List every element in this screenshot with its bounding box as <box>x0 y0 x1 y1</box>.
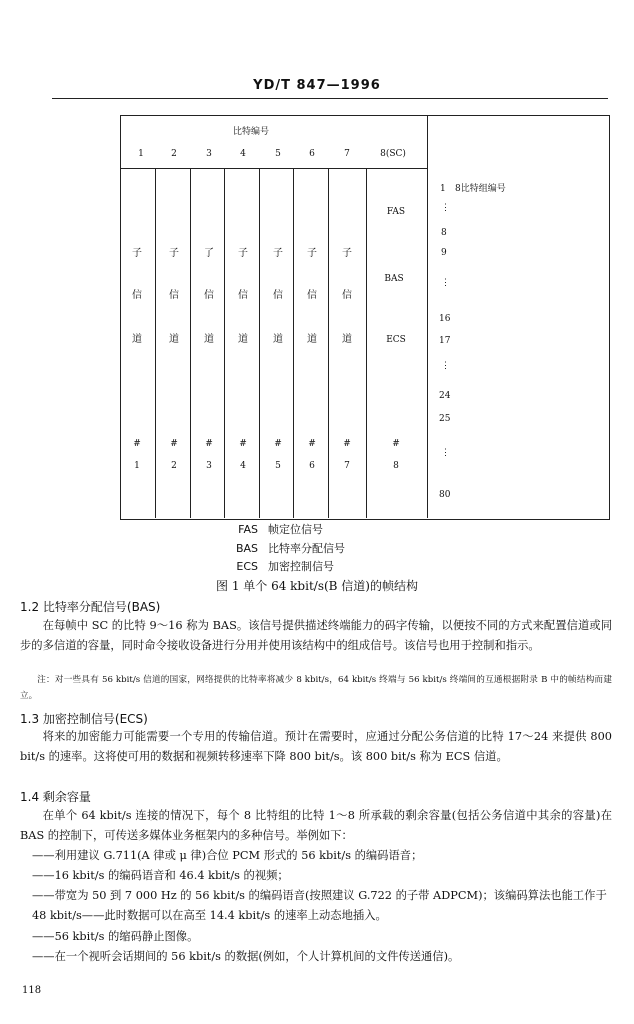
subchannel-char: 子 <box>342 248 352 259</box>
subchannel-char: 子 <box>307 248 317 259</box>
subchannel-char: 信 <box>273 290 283 301</box>
subchannel-char: 了 <box>204 248 214 259</box>
section-title: 1.4 剩余容量 <box>20 790 91 804</box>
octet-number: 24 <box>439 391 451 401</box>
subchannel-hash: # <box>170 439 178 449</box>
subchannel-number: 2 <box>171 461 177 471</box>
subchannel-hash: # <box>392 439 400 449</box>
subchannel-hash: # <box>274 439 282 449</box>
ecs-label: ECS <box>386 335 406 345</box>
bit-number: 1 <box>138 149 144 159</box>
column-divider <box>366 168 367 518</box>
subchannel-char: 道 <box>169 334 179 345</box>
legend-desc: 比特率分配信号 <box>268 542 345 555</box>
legend-desc: 帧定位信号 <box>268 523 323 536</box>
section-title: 1.2 比特率分配信号(BAS) <box>20 600 161 614</box>
legend-abbr: ECS <box>236 560 258 573</box>
column-divider <box>155 168 156 518</box>
frame-structure-diagram <box>120 115 610 520</box>
list-item: ——16 kbit/s 的编码语音和 46.4 kbit/s 的视频； <box>32 869 289 882</box>
octet-number: 8 <box>441 228 447 238</box>
octet-number: 16 <box>439 314 451 324</box>
column-divider <box>328 168 329 518</box>
subchannel-char: 道 <box>132 334 142 345</box>
subchannel-hash: # <box>205 439 213 449</box>
bit-number: 7 <box>344 149 350 159</box>
subchannel-char: 道 <box>238 334 248 345</box>
subchannel-number: 7 <box>344 461 350 471</box>
subchannel-char: 信 <box>307 290 317 301</box>
subchannel-number: 5 <box>275 461 281 471</box>
list-item: ——在一个视听会话期间的 56 kbit/s 的数据(例如，个人计算机间的文件传送通信)。 <box>32 950 460 963</box>
legend-ecs <box>222 558 334 574</box>
octet-number: 1 <box>440 184 446 194</box>
subchannel-char: 道 <box>204 334 214 345</box>
bas-label: BAS <box>384 274 404 284</box>
bit-number: 2 <box>171 149 177 159</box>
subchannel-char: 信 <box>169 290 179 301</box>
document-header: YD/T 847—1996 <box>253 78 381 93</box>
ellipsis: ⋮ <box>441 448 450 458</box>
subchannel-number: 1 <box>134 461 140 471</box>
bit-number: 8(SC) <box>380 149 406 159</box>
subchannel-char: 子 <box>273 248 283 259</box>
subchannel-char: 信 <box>342 290 352 301</box>
figure-caption: 图 1 单个 64 kbit/s(B 信道)的帧结构 <box>216 579 418 593</box>
subchannel-char: 信 <box>132 290 142 301</box>
octet-number: 25 <box>439 414 451 424</box>
section-body: 将来的加密能力可能需要一个专用的传输信道。预计在需要时，应通过分配公务信道的比特 17～24 来提供 800 bit/s 的速率。这将使可用的数据和视频转移速率下降 800 bit/s。该 800 bit/s 称为 ECS 信道。 <box>20 730 612 763</box>
subchannel-char: 子 <box>169 248 179 259</box>
page-number: 118 <box>22 985 42 996</box>
note: 注：对一些具有 56 kbit/s 信道的国家，网络提供的比特率将减少 8 kbit/s，64 kbit/s 终端与 56 kbit/s 终端间的互通根据附录 B 中的帧结构而建立。 <box>20 675 612 701</box>
subchannel-number: 4 <box>240 461 246 471</box>
octet-number: 80 <box>439 490 451 500</box>
legend-fas <box>222 521 323 537</box>
legend-bas <box>222 540 345 556</box>
section-title: 1.3 加密控制信号(ECS) <box>20 712 148 726</box>
bit-number: 4 <box>240 149 246 159</box>
legend-abbr: BAS <box>235 542 258 555</box>
subchannel-char: 道 <box>307 334 317 345</box>
subchannel-number: 8 <box>393 461 399 471</box>
ellipsis: ⋮ <box>441 361 450 371</box>
header-divider <box>121 168 427 169</box>
octet-number: 17 <box>439 336 451 346</box>
section-body: 在每帧中 SC 的比特 9～16 称为 BAS。该信号提供描述终端能力的码字传输，以便按不同的方式来配置信道或同步的多信道的容量，同时命令接收设备进行分用并使用该结构中的组成信号。该信号也用于控制和指示。 <box>20 619 612 652</box>
subchannel-hash: # <box>308 439 316 449</box>
subchannel-char: 子 <box>238 248 248 259</box>
ellipsis: ⋮ <box>441 278 450 288</box>
bit-number: 3 <box>206 149 212 159</box>
bit-number-label: 比特编号 <box>232 127 270 137</box>
subchannel-number: 6 <box>309 461 315 471</box>
subchannel-char: 信 <box>238 290 248 301</box>
octet-column-divider <box>427 116 428 518</box>
subchannel-char: 道 <box>342 334 352 345</box>
subchannel-hash: # <box>343 439 351 449</box>
subchannel-char: 道 <box>273 334 283 345</box>
section-body: 在单个 64 kbit/s 连接的情况下，每个 8 比特组的比特 1～8 所承载的剩余容量(包括公务信道中其余的容量)在 BAS 的控制下，可传送多媒体业务框架内的多种信号。举例如下： <box>20 809 612 842</box>
column-divider <box>293 168 294 518</box>
column-divider <box>224 168 225 518</box>
header-rule <box>52 98 608 99</box>
column-divider <box>259 168 260 518</box>
subchannel-char: 子 <box>132 248 142 259</box>
legend-desc: 加密控制信号 <box>268 560 334 573</box>
bit-number: 5 <box>275 149 281 159</box>
fas-label: FAS <box>386 207 406 217</box>
subchannel-hash: # <box>133 439 141 449</box>
octet-label: 8比特组编号 <box>455 184 506 194</box>
list-item: ——利用建议 G.711(A 律或 μ 律)合位 PCM 形式的 56 kbit/s 的编码语音； <box>32 849 423 862</box>
bit-number: 6 <box>309 149 315 159</box>
ellipsis: ⋮ <box>441 203 450 213</box>
subchannel-char: 信 <box>204 290 214 301</box>
legend-abbr: FAS <box>238 523 258 536</box>
subchannel-hash: # <box>239 439 247 449</box>
column-divider <box>190 168 191 518</box>
list-item: ——带宽为 50 到 7 000 Hz 的 56 kbit/s 的编码语音(按照建议 G.722 的子带 ADPCM)；该编码算法也能工作于 48 kbit/s——此时数据可以在高至 14.4 kbit/s 的速率上动态地插入。 <box>32 889 607 922</box>
subchannel-number: 3 <box>206 461 212 471</box>
list-item: ——56 kbit/s 的缩码静止图像。 <box>32 930 199 943</box>
octet-number: 9 <box>441 248 447 258</box>
